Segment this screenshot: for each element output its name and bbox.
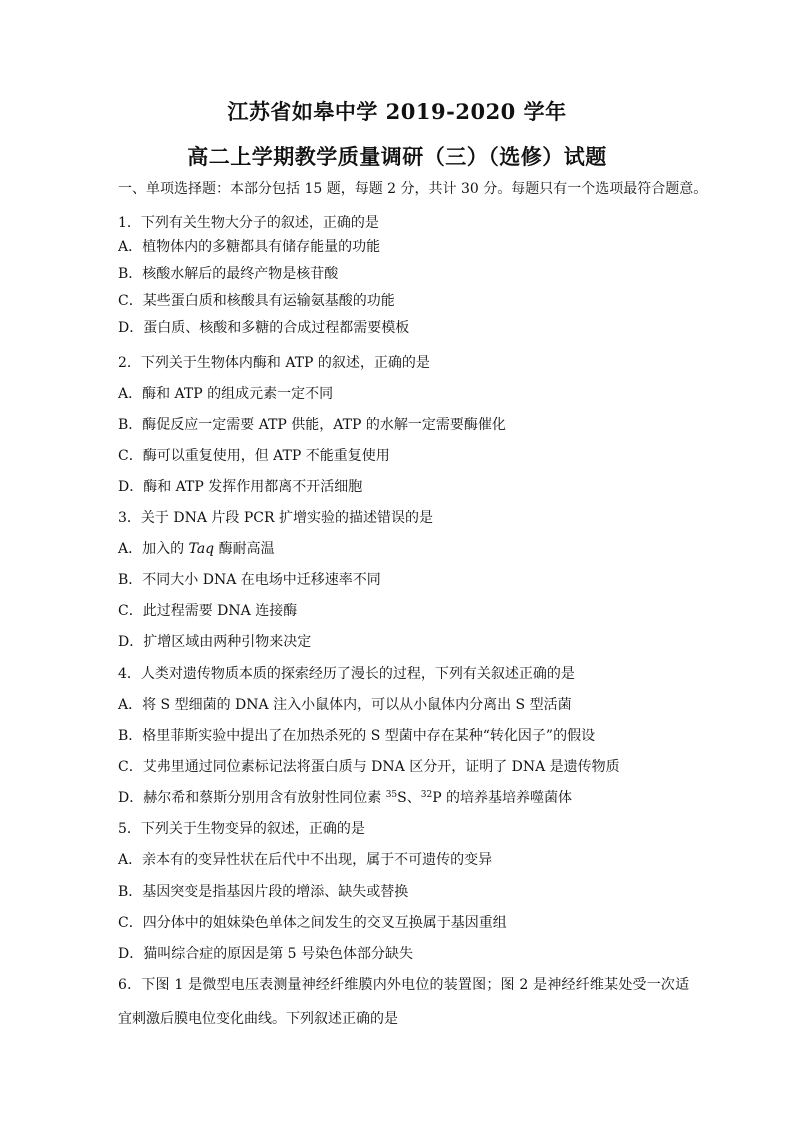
- question-5-option-b: B．基因突变是指基因片段的增添、缺失或替换: [118, 884, 409, 900]
- isotope-p-mass: 32: [420, 790, 433, 800]
- isotope-p-symbol: P: [432, 790, 442, 806]
- question-2-stem: 2．下列关于生物体内酶和 ATP 的叙述，正确的是: [118, 355, 430, 371]
- question-5-stem: 5．下列关于生物变异的叙述，正确的是: [118, 821, 365, 837]
- question-2-option-c: C．酶可以重复使用，但 ATP 不能重复使用: [118, 448, 390, 464]
- question-3-option-a: [118, 540, 275, 558]
- question-4-option-d: [118, 789, 572, 807]
- question-3-stem: 3．关于 DNA 片段 PCR 扩增实验的描述错误的是: [118, 510, 433, 526]
- question-6-stem-line-1: 6．下图 1 是微型电压表测量神经纤维膜内外电位的装置图；图 2 是神经纤维某处受一次适: [118, 977, 690, 993]
- school-title: 江苏省如皋中学 2019-2020 学年: [227, 99, 567, 124]
- question-5-option-d: D．猫叫综合症的原因是第 5 号染色体部分缺失: [118, 946, 414, 962]
- isotope-s-symbol: S、: [397, 790, 421, 806]
- question-5-option-a: A．亲本有的变异性状在后代中不出现，属于不可遗传的变异: [118, 852, 493, 868]
- question-1-option-d: D．蛋白质、核酸和多糖的合成过程都需要模板: [118, 320, 410, 336]
- question-4-stem: 4．人类对遗传物质本质的探索经历了漫长的过程，下列有关叙述正确的是: [118, 666, 575, 682]
- isotope-s-mass: 35: [385, 790, 398, 800]
- question-3-option-a-suffix: 酶耐高温: [214, 541, 275, 557]
- section-instruction: 一、单项选择题：本部分包括 15 题，每题 2 分，共计 30 分。每题只有一个选项最符合题意。: [118, 181, 708, 197]
- question-2-option-b: B．酶促反应一定需要 ATP 供能，ATP 的水解一定需要酶催化: [118, 417, 506, 433]
- question-1-option-c: C．某些蛋白质和核酸具有运输氨基酸的功能: [118, 293, 395, 309]
- question-2-option-d: D．酶和 ATP 发挥作用都离不开活细胞: [118, 479, 363, 495]
- question-3-option-a-prefix: A．加入的: [118, 541, 189, 557]
- question-4-option-a: A．将 S 型细菌的 DNA 注入小鼠体内，可以从小鼠体内分离出 S 型活菌: [118, 697, 572, 713]
- question-6-stem-line-2: 宜刺激后膜电位变化曲线。下列叙述正确的是: [118, 1011, 398, 1027]
- question-1-option-a: A．植物体内的多糖都具有储存能量的功能: [118, 239, 381, 255]
- taq-italic: Taq: [188, 541, 215, 557]
- question-1-stem: 1．下列有关生物大分子的叙述，正确的是: [118, 215, 379, 231]
- question-4-option-c: C．艾弗里通过同位素标记法将蛋白质与 DNA 区分开，证明了 DNA 是遗传物质: [118, 759, 620, 775]
- question-4-option-b: B．格里菲斯实验中提出了在加热杀死的 S 型菌中存在某种“转化因子”的假设: [118, 728, 596, 744]
- question-5-option-c: C．四分体中的姐妹染色单体之间发生的交叉互换属于基因重组: [118, 915, 507, 931]
- question-3-option-b: B．不同大小 DNA 在电场中迁移速率不同: [118, 572, 381, 588]
- question-1-option-b: B．核酸水解后的最终产物是核苷酸: [118, 266, 339, 282]
- question-3-option-d: D．扩增区域由两种引物来决定: [118, 634, 312, 650]
- question-3-option-c: C．此过程需要 DNA 连接酶: [118, 603, 298, 619]
- question-4-option-d-suffix: 的培养基培养噬菌体: [441, 790, 573, 806]
- exam-title: 高二上学期教学质量调研（三）（选修）试题: [187, 144, 607, 169]
- question-4-option-d-prefix: D．赫尔希和蔡斯分别用含有放射性同位素: [118, 790, 386, 806]
- question-2-option-a: A．酶和 ATP 的组成元素一定不同: [118, 386, 334, 402]
